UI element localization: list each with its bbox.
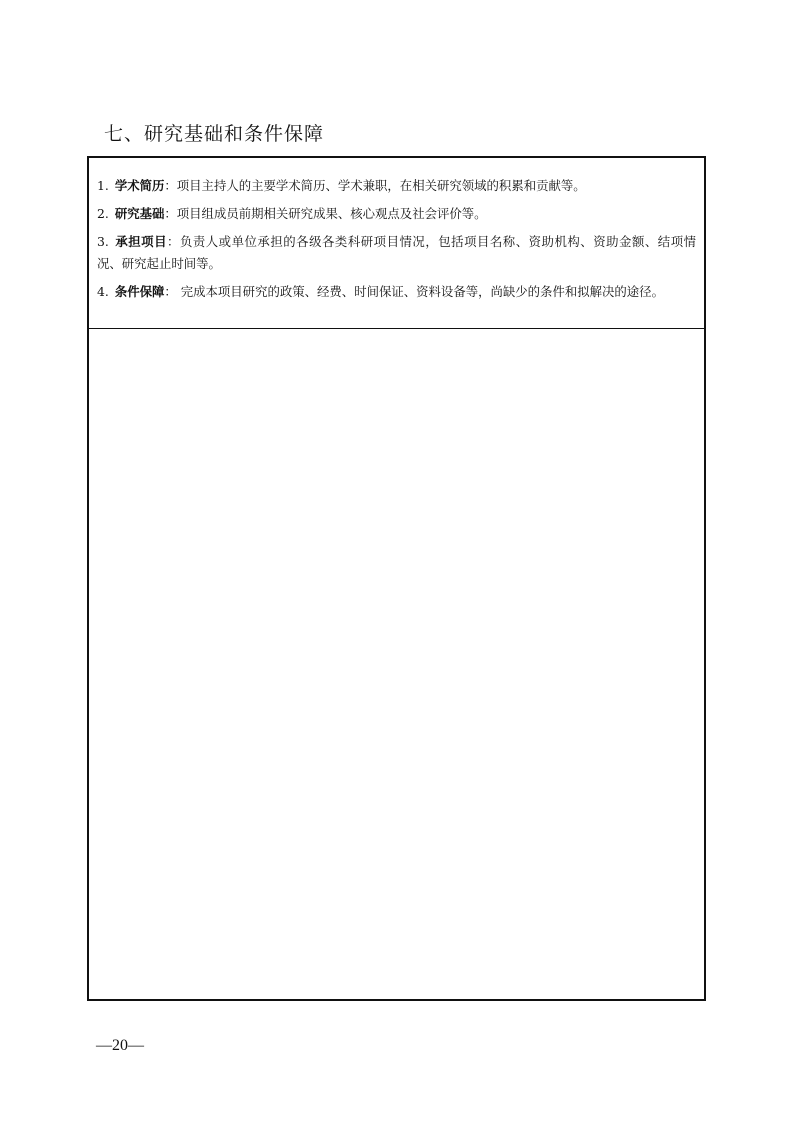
form-table bbox=[87, 156, 706, 1001]
instruction-number: 2. bbox=[97, 206, 109, 221]
instruction-number: 3. bbox=[97, 234, 109, 249]
instruction-item-undertaken-projects bbox=[97, 231, 696, 275]
instruction-key: 条件保障 bbox=[114, 284, 165, 299]
instructions-cell bbox=[89, 158, 704, 329]
instruction-text: 项目组成员前期相关研究成果、核心观点及社会评价等。 bbox=[176, 206, 487, 221]
instruction-number: 4. bbox=[97, 284, 109, 299]
instruction-separator: ： bbox=[164, 284, 177, 299]
instruction-separator: ： bbox=[164, 178, 177, 193]
instruction-separator: ： bbox=[164, 206, 177, 221]
instruction-item-research-foundation bbox=[97, 203, 696, 225]
instruction-item-academic-resume bbox=[97, 175, 696, 197]
page-number: —20— bbox=[96, 1037, 144, 1054]
instruction-text: 完成本项目研究的政策、经费、时间保证、资料设备等，尚缺少的条件和拟解决的途径。 bbox=[176, 284, 664, 299]
content-entry-area[interactable] bbox=[89, 329, 704, 999]
instruction-key: 研究基础 bbox=[114, 206, 165, 221]
instruction-item-condition-guarantee bbox=[97, 281, 696, 303]
instruction-separator: ： bbox=[167, 234, 180, 249]
instruction-key: 学术简历 bbox=[114, 178, 165, 193]
section-title: 七、研究基础和条件保障 bbox=[104, 123, 325, 145]
instruction-text: 项目主持人的主要学术简历、学术兼职，在相关研究领域的积累和贡献等。 bbox=[176, 178, 586, 193]
instruction-key: 承担项目 bbox=[114, 234, 168, 249]
instruction-number: 1. bbox=[97, 178, 109, 193]
instruction-text: 负责人或单位承担的各级各类科研项目情况，包括项目名称、资助机构、资助金额、结项情况、研究起止时间等。 bbox=[97, 234, 697, 271]
